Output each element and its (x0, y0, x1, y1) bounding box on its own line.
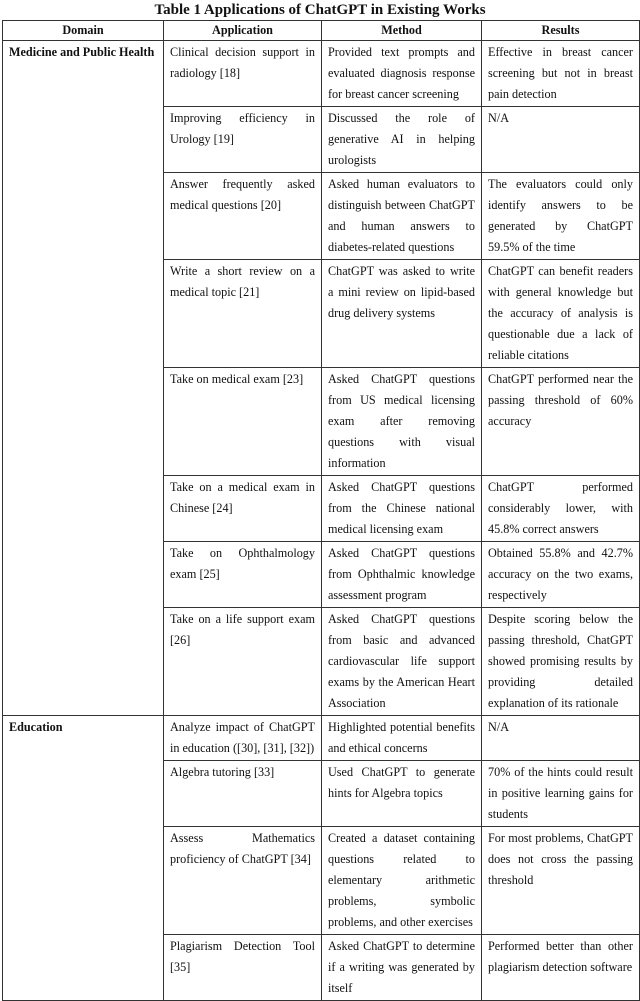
results-cell: Despite scoring below the passing threshold, ChatGPT showed promising results by providing detailed explanation of its rationale (482, 608, 640, 716)
method-cell: Asked ChatGPT questions from the Chinese national medical licensing exam (322, 476, 482, 542)
application-cell: Clinical decision support in radiology [18] (164, 41, 322, 107)
method-cell: Used ChatGPT to generate hints for Algebra topics (322, 761, 482, 827)
domain-cell: Education (3, 716, 164, 1001)
method-cell: Asked ChatGPT questions from US medical licensing exam after removing questions with visual information (322, 368, 482, 476)
method-cell: Provided text prompts and evaluated diagnosis response for breast cancer screening (322, 41, 482, 107)
results-cell: Obtained 55.8% and 42.7% accuracy on the two exams, respectively (482, 542, 640, 608)
application-cell: Take on Ophthalmology exam [25] (164, 542, 322, 608)
application-cell: Write a short review on a medical topic [21] (164, 260, 322, 368)
method-cell: Discussed the role of generative AI in helping urologists (322, 107, 482, 173)
header-domain: Domain (3, 21, 164, 41)
method-cell: ChatGPT was asked to write a mini review on lipid-based drug delivery systems (322, 260, 482, 368)
results-cell: N/A (482, 107, 640, 173)
method-cell: Created a dataset containing questions related to elementary arithmetic problems, symbolic problems, and other exercises (322, 827, 482, 935)
results-cell: For most problems, ChatGPT does not cross the passing threshold (482, 827, 640, 935)
application-cell: Algebra tutoring [33] (164, 761, 322, 827)
header-method: Method (322, 21, 482, 41)
table-row (3, 41, 640, 107)
application-cell: Take on a medical exam in Chinese [24] (164, 476, 322, 542)
header-application: Application (164, 21, 322, 41)
results-cell: Effective in breast cancer screening but not in breast pain detection (482, 41, 640, 107)
results-cell: 70% of the hints could result in positive learning gains for students (482, 761, 640, 827)
application-cell: Analyze impact of ChatGPT in education ([30], [31], [32]) (164, 716, 322, 761)
results-cell: The evaluators could only identify answers to be generated by ChatGPT 59.5% of the time (482, 173, 640, 260)
results-cell: ChatGPT can benefit readers with general knowledge but the accuracy of analysis is questionable due a lack of reliable citations (482, 260, 640, 368)
header-results: Results (482, 21, 640, 41)
application-cell: Improving efficiency in Urology [19] (164, 107, 322, 173)
results-cell: ChatGPT performed considerably lower, with 45.8% correct answers (482, 476, 640, 542)
method-cell: Asked ChatGPT questions from basic and advanced cardiovascular life support exams by the American Heart Association (322, 608, 482, 716)
table-title: Table 1 Applications of ChatGPT in Existing Works (154, 2, 486, 18)
results-cell: N/A (482, 716, 640, 761)
application-cell: Assess Mathematics proficiency of ChatGPT [34] (164, 827, 322, 935)
application-cell: Take on a life support exam [26] (164, 608, 322, 716)
method-cell: Asked ChatGPT to determine if a writing was generated by itself (322, 935, 482, 1001)
application-cell: Take on medical exam [23] (164, 368, 322, 476)
application-cell: Plagiarism Detection Tool [35] (164, 935, 322, 1001)
domain-cell: Medicine and Public Health (3, 41, 164, 716)
applications-table (2, 20, 640, 1001)
results-cell: ChatGPT performed near the passing threshold of 60% accuracy (482, 368, 640, 476)
header-row (3, 21, 640, 41)
method-cell: Asked ChatGPT questions from Ophthalmic knowledge assessment program (322, 542, 482, 608)
results-cell: Performed better than other plagiarism detection software (482, 935, 640, 1001)
table-row (3, 716, 640, 761)
application-cell: Answer frequently asked medical questions [20] (164, 173, 322, 260)
method-cell: Asked human evaluators to distinguish between ChatGPT and human answers to diabetes-related questions (322, 173, 482, 260)
method-cell: Highlighted potential benefits and ethical concerns (322, 716, 482, 761)
